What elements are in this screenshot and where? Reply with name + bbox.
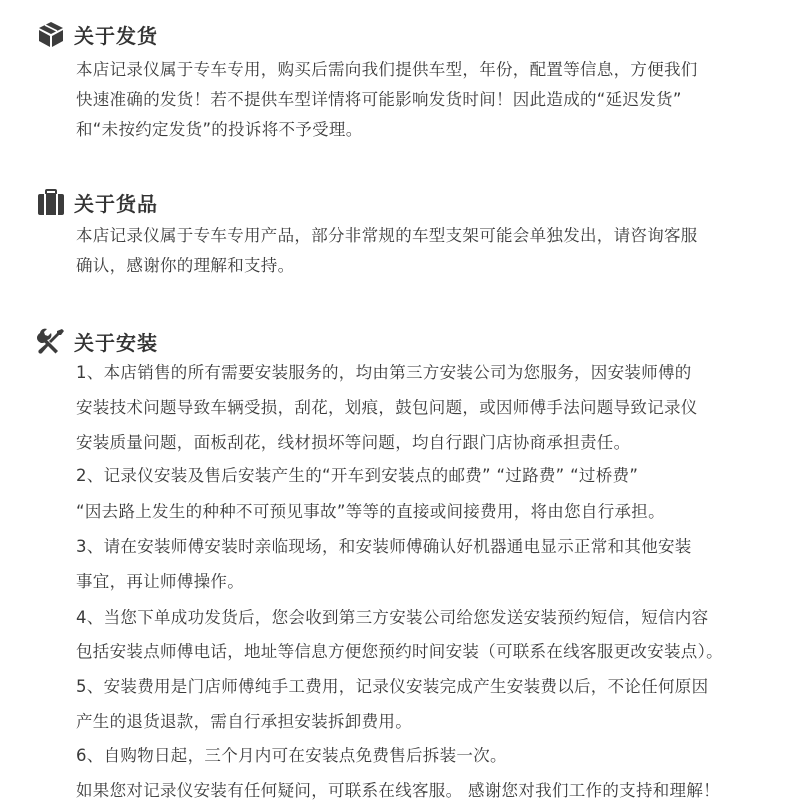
goods-heading [36,186,158,218]
shipping-line: 快速准确的发货！若不提供车型详情将可能影响发货时间！因此造成的“延迟发货” [76,90,682,109]
install-line: 1、本店销售的所有需要安装服务的，均由第三方安装公司为您服务，因安装师傅的 [76,363,692,382]
shipping-heading [36,18,158,50]
install-line: 5、安装费用是门店师傅纯手工费用，记录仪安装完成产生安装费以后，不论任何原因 [76,677,709,696]
install-line: 事宜，再让师傅操作。 [76,572,244,591]
install-line: 安装质量问题，面板刮花，线材损坏等问题，均自行跟门店协商承担责任。 [76,433,631,452]
install-line: 4、当您下单成功发货后，您会收到第三方安装公司给您发送安装预约短信，短信内容 [76,608,709,627]
install-line: 3、请在安装师傅安装时亲临现场，和安装师傅确认好机器通电显示正常和其他安装 [76,537,692,556]
install-line: 如果您对记录仪安装有任何疑问，可联系在线客服。 感谢您对我们工作的支持和理解！ [76,781,720,800]
install-line: 2、记录仪安装及售后安装产生的“开车到安装点的邮费” “过路费” “过桥费” [76,466,639,485]
install-title: 关于安装 [74,330,158,355]
install-line: 包括安装点师傅电话，地址等信息方便您预约时间安装（可联系在线客服更改安装点）。 [76,642,723,661]
tools-icon [36,326,66,356]
install-line: 产生的退货退款，需自行承担安装拆卸费用。 [76,712,412,731]
goods-line: 本店记录仪属于专车专用产品，部分非常规的车型支架可能会单独发出，请咨询客服 [76,226,698,245]
box-icon [36,19,66,49]
suitcase-icon [36,187,66,217]
goods-line: 确认，感谢你的理解和支持。 [76,256,295,275]
shipping-line: 和“未按约定发货”的投诉将不予受理。 [76,120,363,139]
shipping-line: 本店记录仪属于专车专用，购买后需向我们提供车型，年份，配置等信息，方便我们 [76,60,698,79]
install-heading [36,325,158,357]
install-line: 6、自购物日起，三个月内可在安装点免费售后拆装一次。 [76,746,507,765]
shipping-title: 关于发货 [74,23,158,48]
goods-title: 关于货品 [74,191,158,216]
install-line: 安装技术问题导致车辆受损，刮花，划痕，鼓包问题，或因师傅手法问题导致记录仪 [76,398,698,417]
install-line: “因去路上发生的种种不可预见事故”等等的直接或间接费用，将由您自行承担。 [76,502,665,521]
